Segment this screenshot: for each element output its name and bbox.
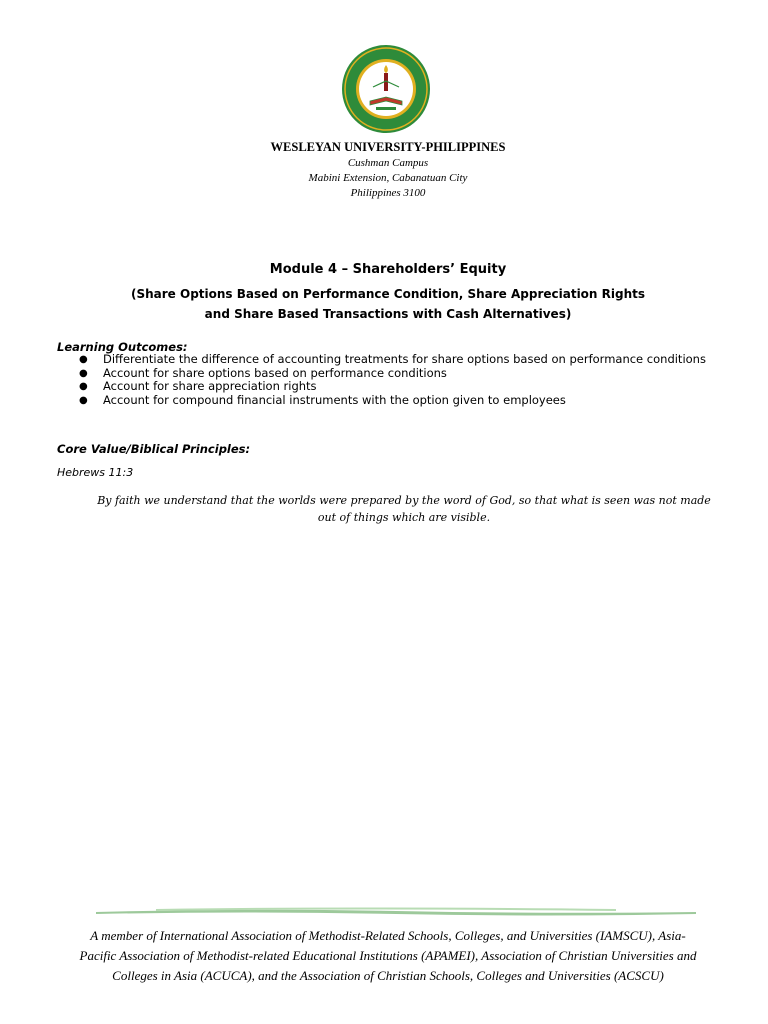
footer-line3: Colleges in Asia (ACUCA), and the Association of Christian Schools, Colleges and Universities (ACSCU) bbox=[112, 968, 664, 983]
module-title: Module 4 – Shareholders’ Equity bbox=[269, 262, 507, 277]
bullet-icon: ● bbox=[79, 381, 88, 392]
bullet-icon: ● bbox=[79, 394, 88, 406]
verse-line2: out of things which are visible. bbox=[317, 511, 491, 524]
list-item: ● Account for compound financial instruments with the option given to employees bbox=[79, 392, 566, 407]
bible-verse bbox=[40, 492, 768, 526]
learning-outcomes-list bbox=[79, 352, 706, 407]
learning-outcomes-heading: Learning Outcomes: bbox=[57, 340, 188, 354]
campus-name: Cushman Campus bbox=[347, 157, 429, 169]
core-values-heading: Core Value/Biblical Principles: bbox=[57, 442, 251, 456]
list-item: ● Account for share appreciation rights bbox=[79, 379, 317, 393]
country-postal: Philippines 3100 bbox=[350, 187, 426, 199]
university-seal-logo bbox=[340, 43, 432, 135]
verse-line1: By faith we understand that the worlds were prepared by the word of God, so that what is seen was not made bbox=[97, 494, 711, 507]
footer-line2: Pacific Association of Methodist-related Educational Institutions (APAMEI), Association of Christian Universities and bbox=[79, 948, 697, 963]
module-subtitle-line1: (Share Options Based on Performance Condition, Share Appreciation Rights bbox=[130, 287, 646, 301]
university-name: WESLEYAN UNIVERSITY-PHILIPPINES bbox=[270, 140, 506, 154]
list-item: ● Account for share options based on performance conditions bbox=[79, 365, 447, 380]
list-item: ● Differentiate the difference of accounting treatments for share options based on performance conditions bbox=[79, 352, 706, 366]
footer-line1: A member of International Association of Methodist-Related Schools, Colleges, and Universities (IAMSCU), Asia- bbox=[90, 928, 686, 943]
street-address: Mabini Extension, Cabanatuan City bbox=[308, 172, 468, 184]
module-subtitle-line2: and Share Based Transactions with Cash Alternatives) bbox=[204, 307, 572, 321]
verse-reference: Hebrews 11:3 bbox=[57, 466, 134, 479]
bullet-icon: ● bbox=[79, 367, 88, 379]
bullet-icon: ● bbox=[79, 354, 88, 365]
footer-divider bbox=[96, 906, 696, 918]
